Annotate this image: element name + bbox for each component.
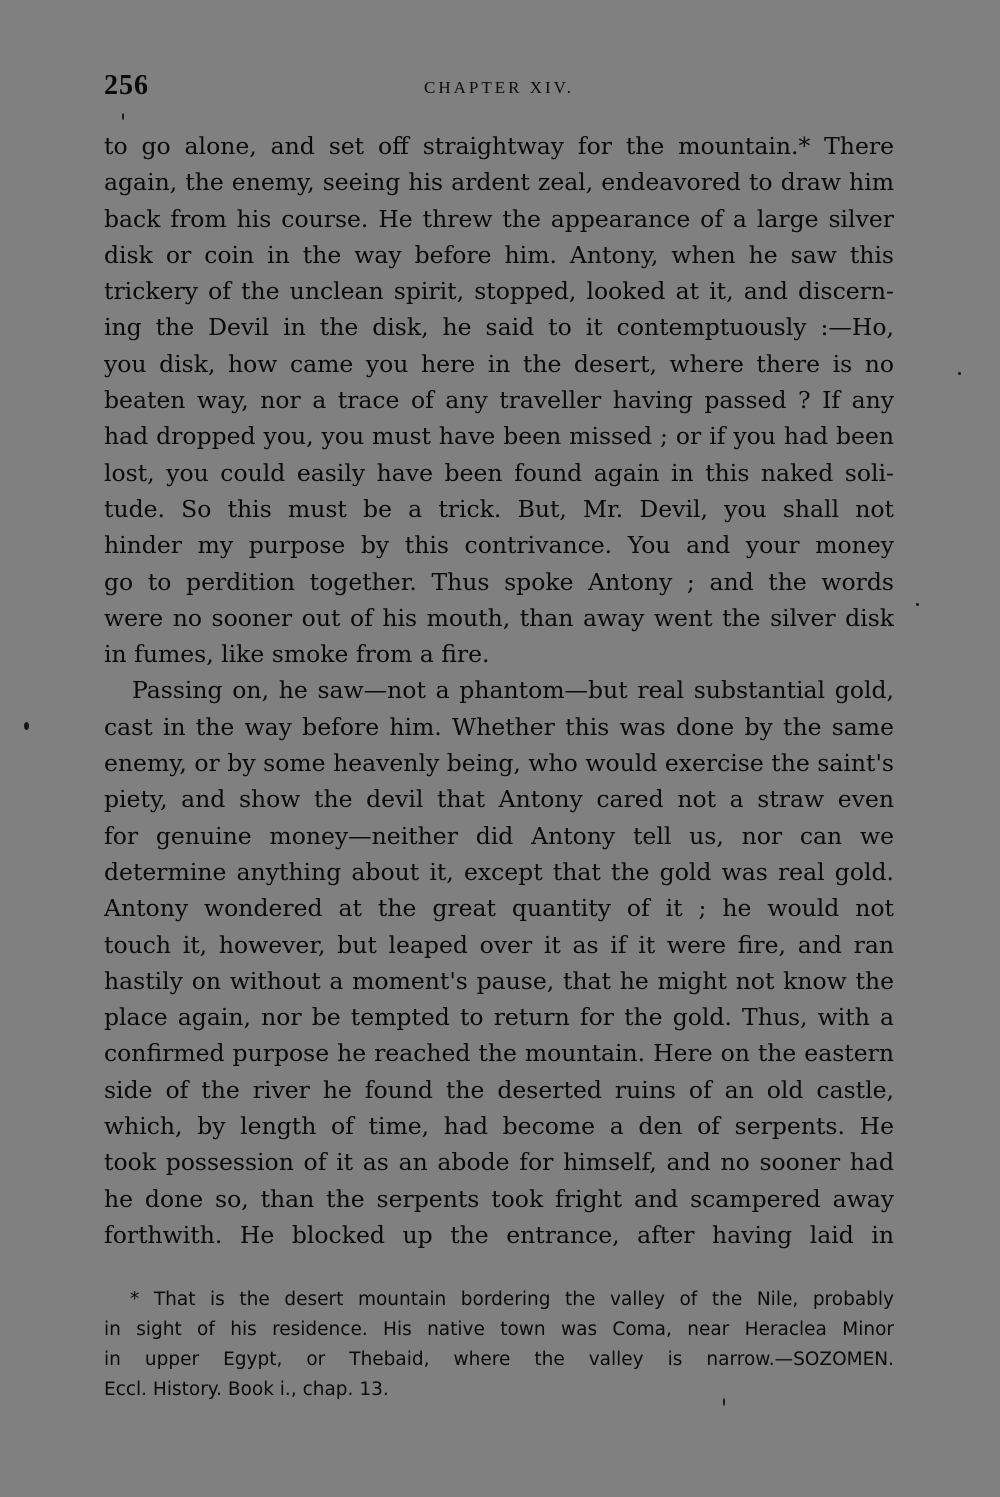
page-number: 256 bbox=[104, 70, 149, 101]
text-line: side of the river he found the deserted ruins of an old castle, bbox=[104, 1075, 894, 1104]
scan-speck bbox=[916, 603, 919, 606]
body-text bbox=[104, 128, 894, 1253]
text-line: touch it, however, but leaped over it as if it were fire, and ran bbox=[104, 930, 894, 959]
text-line: forthwith. He blocked up the entrance, after having laid in bbox=[104, 1220, 894, 1249]
footnote-line: in sight of his residence. His native town was Coma, near Heraclea Minor bbox=[104, 1319, 894, 1340]
text-line: took possession of it as an abode for himself, and no sooner had bbox=[104, 1148, 894, 1177]
text-line: you disk, how came you here in the desert, where there is no bbox=[104, 349, 894, 378]
scan-speck bbox=[723, 1398, 725, 1406]
text-line: place again, nor be tempted to return for the gold. Thus, with a bbox=[104, 1003, 894, 1032]
scan-speck bbox=[958, 372, 961, 375]
footnote-line: in upper Egypt, or Thebaid, where the valley is narrow.—SOZOMEN. bbox=[104, 1349, 894, 1370]
text-line: trickery of the unclean spirit, stopped, looked at it, and discern- bbox=[104, 277, 894, 306]
text-line: in fumes, like smoke from a fire. bbox=[104, 640, 490, 669]
scan-speck bbox=[122, 113, 124, 120]
running-head: CHAPTER XIV. bbox=[424, 78, 574, 97]
text-line: he done so, than the serpents took fright and scampered away bbox=[104, 1184, 894, 1213]
text-line: had dropped you, you must have been missed ; or if you had been bbox=[104, 422, 894, 451]
text-line: determine anything about it, except that the gold was real gold. bbox=[104, 857, 894, 886]
footnote-line: * That is the desert mountain bordering the valley of the Nile, probably bbox=[130, 1289, 894, 1310]
text-line: which, by length of time, had become a den of serpents. He bbox=[104, 1112, 894, 1141]
text-line: Antony wondered at the great quantity of it ; he would not bbox=[104, 894, 894, 923]
page-header bbox=[104, 70, 894, 106]
text-line: again, the enemy, seeing his ardent zeal, endeavored to draw him bbox=[104, 168, 894, 197]
text-line: Passing on, he saw—not a phantom—but real substantial gold, bbox=[132, 676, 894, 705]
text-line: beaten way, nor a trace of any traveller having passed ? If any bbox=[104, 386, 894, 415]
text-line: enemy, or by some heavenly being, who would exercise the saint's bbox=[104, 749, 894, 778]
scan-speck bbox=[24, 722, 29, 730]
text-line: disk or coin in the way before him. Antony, when he saw this bbox=[104, 240, 894, 269]
text-line: go to perdition together. Thus spoke Antony ; and the words bbox=[104, 567, 894, 596]
text-line: tude. So this must be a trick. But, Mr. Devil, you shall not bbox=[104, 494, 894, 523]
text-line: hastily on without a moment's pause, that he might not know the bbox=[104, 966, 894, 995]
text-line: cast in the way before him. Whether this was done by the same bbox=[104, 712, 894, 741]
text-line: hinder my purpose by this contrivance. You and your money bbox=[104, 531, 894, 560]
text-line: ing the Devil in the disk, he said to it contemptuously :—Ho, bbox=[104, 313, 894, 342]
text-line: for genuine money—neither did Antony tell us, nor can we bbox=[104, 821, 894, 850]
footnote-line: Eccl. History. Book i., chap. 13. bbox=[104, 1379, 389, 1400]
text-line: to go alone, and set off straightway for the mountain.* There bbox=[104, 132, 894, 160]
text-line: confirmed purpose he reached the mountain. Here on the eastern bbox=[104, 1039, 894, 1068]
text-line: back from his course. He threw the appearance of a large silver bbox=[104, 204, 894, 233]
footnote bbox=[104, 1285, 894, 1405]
text-line: lost, you could easily have been found again in this naked soli- bbox=[104, 458, 894, 487]
text-line: piety, and show the devil that Antony cared not a straw even bbox=[104, 785, 894, 814]
text-line: were no sooner out of his mouth, than away went the silver disk bbox=[104, 603, 894, 632]
